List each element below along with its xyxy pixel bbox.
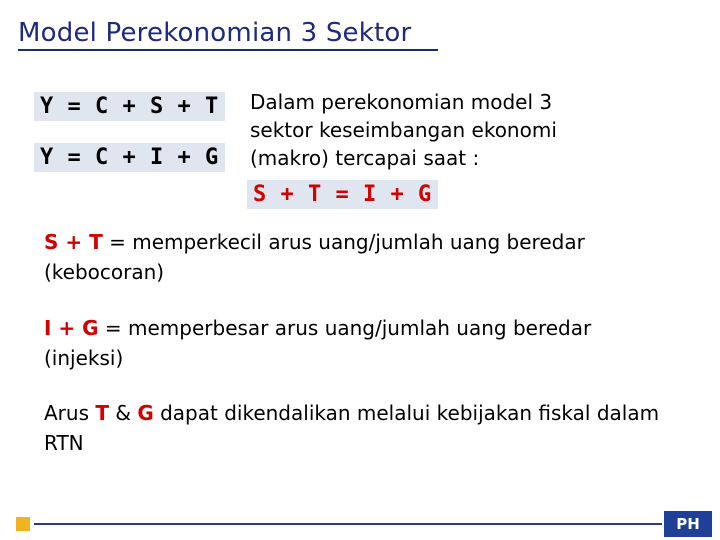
footer-divider [34,523,662,525]
author-badge: PH [664,511,712,537]
fiscal-term-g: G [137,401,154,425]
footer-accent-square [16,517,30,531]
fiscal-term-t: T [95,401,110,425]
leakage-term: S + T [44,230,103,254]
injection-text: = memperbesar arus uang/jumlah uang beredar (injeksi) [44,316,592,370]
description-line-3: (makro) tercapai saat : [250,146,480,170]
paragraph-injection [44,313,664,373]
description-line-1: Dalam perekonomian model 3 [250,90,553,114]
equilibrium-description [250,88,670,172]
description-line-2: sektor keseimbangan ekonomi [250,118,557,142]
leakage-text: = memperkecil arus uang/jumlah uang beredar (kebocoran) [44,230,585,284]
paragraph-leakage [44,227,664,287]
injection-term: I + G [44,316,99,340]
slide-title: Model Perekonomian 3 Sektor [18,18,412,48]
title-underline [18,49,438,51]
fiscal-suffix: dapat dikendalikan melalui kebijakan fiskal dalam RTN [44,401,660,455]
fiscal-amp: & [109,401,138,425]
equation-income-investment: Y = C + I + G [34,143,225,172]
equilibrium-equation: S + T = I + G [247,180,438,209]
paragraph-fiscal-policy [44,398,664,458]
fiscal-prefix: Arus [44,401,96,425]
equation-income-savings: Y = C + S + T [34,92,225,121]
